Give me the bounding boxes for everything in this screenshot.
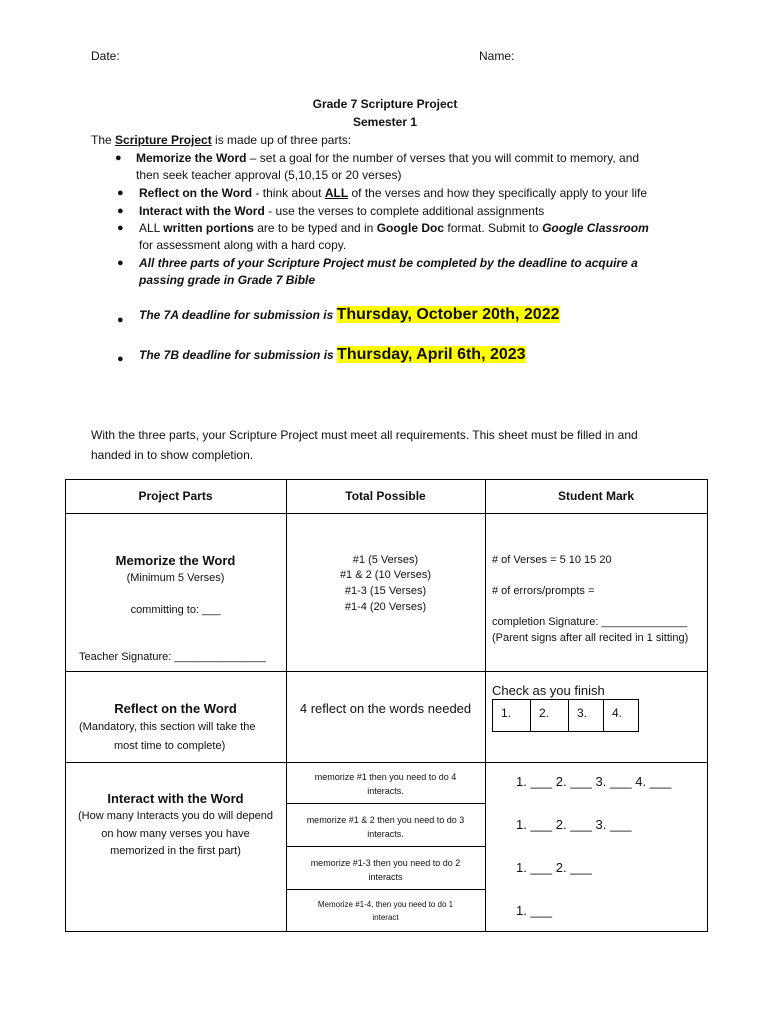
interact-rule-4: Memorize #1-4, then you need to do 1 bbox=[317, 900, 454, 909]
parent-note: (Parent signs after all recited in 1 sitting) bbox=[492, 632, 689, 644]
interact-rule-4-cont: interact bbox=[372, 913, 399, 922]
teacher-signature: Teacher Signature: _______________ bbox=[79, 651, 267, 663]
bullet-written: ALL written portions are to be typed and in Google Doc format. Submit to Google Classroom bbox=[139, 221, 649, 235]
bullet-icon: ● bbox=[115, 152, 122, 164]
paragraph-line1: With the three parts, your Scripture Project must meet all requirements. This sheet must be filled in and bbox=[91, 428, 638, 442]
memorize-title: Memorize the Word bbox=[115, 553, 236, 568]
intro-line: The Scripture Project is made up of three parts: bbox=[91, 133, 352, 147]
total-verses-4: #1-4 (20 Verses) bbox=[344, 601, 427, 613]
page-subtitle: Semester 1 bbox=[352, 115, 418, 129]
deadline-7a: The 7A deadline for submission is Thursday, October 20th, 2022 bbox=[139, 306, 560, 323]
header-project-parts: Project Parts bbox=[138, 489, 213, 503]
total-verses-3: #1-3 (15 Verses) bbox=[344, 585, 427, 597]
interact-rule-1: memorize #1 then you need to do 4 bbox=[314, 772, 457, 782]
bullet-memorize-cont: then seek teacher approval (5,10,15 or 20 verses) bbox=[136, 168, 402, 182]
reflect-note-2: most time to complete) bbox=[114, 740, 226, 752]
committing-to: committing to: ___ bbox=[130, 604, 221, 616]
reflect-checkbox-4[interactable]: 4. bbox=[603, 699, 639, 732]
interact-rule-2: memorize #1 & 2 then you need to do 3 bbox=[306, 815, 465, 825]
deadline-7b: The 7B deadline for submission is Thursday, April 6th, 2023 bbox=[139, 346, 526, 363]
deadline-7a-date: Thursday, October 20th, 2022 bbox=[336, 306, 560, 323]
total-verses-2: #1 & 2 (10 Verses) bbox=[339, 569, 432, 581]
reflect-checkbox-2[interactable]: 2. bbox=[530, 699, 569, 732]
interact-rule-2-cont: interacts. bbox=[367, 829, 404, 839]
interact-title: Interact with the Word bbox=[107, 791, 244, 806]
reflect-note-1: (Mandatory, this section will take the bbox=[79, 721, 256, 733]
errors-prompts: # of errors/prompts = bbox=[492, 585, 595, 597]
interact-note-2: on how many verses you have bbox=[101, 828, 250, 840]
reflect-total: 4 reflect on the words needed bbox=[299, 701, 472, 716]
interact-mark-3: 1. ___ 2. ___ bbox=[516, 860, 592, 875]
deadline-7b-date: Thursday, April 6th, 2023 bbox=[337, 346, 526, 363]
bullet-written-cont: for assessment along with a hard copy. bbox=[139, 238, 347, 252]
interact-rule-3-cont: interacts bbox=[368, 872, 403, 882]
reflect-checkbox-1[interactable]: 1. bbox=[492, 699, 531, 732]
header-total-possible: Total Possible bbox=[345, 489, 426, 503]
check-as-you-finish: Check as you finish bbox=[492, 683, 605, 698]
interact-note-3: memorized in the first part) bbox=[110, 845, 241, 857]
header-student-mark: Student Mark bbox=[557, 489, 634, 503]
memorize-min: (Minimum 5 Verses) bbox=[126, 572, 225, 584]
verses-count: # of Verses = 5 10 15 20 bbox=[492, 554, 612, 566]
bullet-icon: ● bbox=[117, 353, 124, 365]
bullet-deadline-note-cont: passing grade in Grade 7 Bible bbox=[139, 273, 316, 287]
interact-mark-1: 1. ___ 2. ___ 3. ___ 4. ___ bbox=[516, 774, 672, 789]
date-label: Date: bbox=[91, 49, 120, 63]
bullet-interact: Interact with the Word - use the verses to complete additional assignments bbox=[139, 204, 545, 218]
interact-rule-1-cont: interacts. bbox=[367, 786, 404, 796]
page-title: Grade 7 Scripture Project bbox=[312, 97, 458, 111]
bullet-icon: ● bbox=[117, 222, 124, 234]
reflect-checkbox-3[interactable]: 3. bbox=[568, 699, 604, 732]
bullet-deadline-note: All three parts of your Scripture Project must be completed by the deadline to acquire a bbox=[139, 256, 638, 270]
bullet-icon: ● bbox=[117, 187, 124, 199]
bullet-icon: ● bbox=[117, 314, 124, 326]
scripture-project-label: Scripture Project bbox=[115, 133, 212, 147]
interact-note-1: (How many Interacts you do will depend bbox=[77, 810, 274, 822]
bullet-memorize: Memorize the Word – set a goal for the number of verses that you will commit to memory, and bbox=[136, 151, 640, 165]
interact-rule-3: memorize #1-3 then you need to do 2 bbox=[310, 858, 461, 868]
bullet-icon: ● bbox=[117, 257, 124, 269]
interact-mark-4: 1. ___ bbox=[516, 903, 553, 918]
completion-signature: completion Signature: ______________ bbox=[492, 616, 688, 628]
total-verses-1: #1 (5 Verses) bbox=[352, 554, 419, 566]
paragraph-line2: handed in to show completion. bbox=[91, 448, 254, 462]
bullet-icon: ● bbox=[117, 205, 124, 217]
bullet-reflect: Reflect on the Word - think about ALL of the verses and how they specifically apply to your life bbox=[139, 186, 647, 200]
reflect-title: Reflect on the Word bbox=[114, 701, 237, 716]
name-label: Name: bbox=[479, 49, 515, 63]
interact-mark-2: 1. ___ 2. ___ 3. ___ bbox=[516, 817, 632, 832]
